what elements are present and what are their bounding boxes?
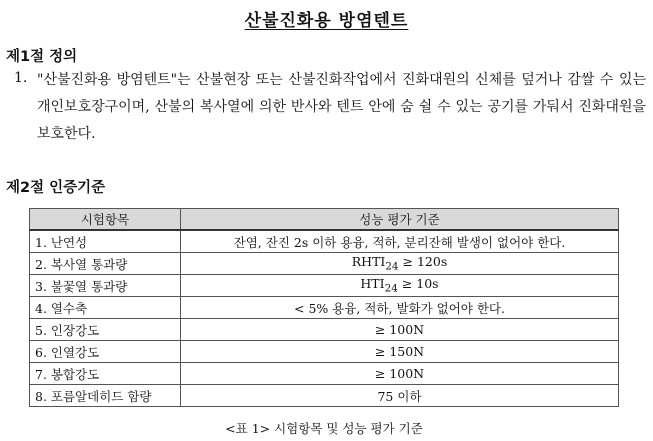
criterion-cell <box>181 253 619 275</box>
table-row <box>30 385 619 407</box>
table-row <box>30 275 619 297</box>
criterion-cell: < 5% 용융, 적하, 발화가 없어야 한다. <box>181 297 619 319</box>
criterion-rest: ≥ 10s <box>397 276 439 292</box>
section-heading-criteria: 제2절 인증기준 <box>6 180 106 196</box>
test-item-cell: 5. 인장강도 <box>30 319 181 341</box>
test-item-cell: 7. 봉합강도 <box>30 363 181 385</box>
test-item-cell: 2. 복사열 통과량 <box>30 253 181 275</box>
criterion-main: HTI <box>360 276 385 292</box>
criterion-cell: 잔염, 잔진 2s 이하 용융, 적하, 분리잔해 발생이 없어야 한다. <box>181 230 619 253</box>
table-row <box>30 341 619 363</box>
test-item-cell: 8. 포름알데히드 함량 <box>30 385 181 407</box>
criterion-cell <box>181 275 619 297</box>
test-item-cell: 4. 열수축 <box>30 297 181 319</box>
criterion-cell: ≥ 100N <box>181 363 619 385</box>
criterion-subscript: 24 <box>385 260 399 273</box>
test-item-cell: 1. 난연성 <box>30 230 181 253</box>
criterion-main: RHTI <box>351 254 386 270</box>
document-title: 산불진화용 방염텐트 <box>244 11 409 31</box>
criterion-cell: ≥ 150N <box>181 341 619 363</box>
criterion-rest: ≥ 120s <box>398 254 448 270</box>
table-row <box>30 363 619 385</box>
header-performance-criterion: 성능 평가 기준 <box>181 209 619 231</box>
criteria-table <box>29 208 619 407</box>
section-heading-definition: 제1절 정의 <box>6 49 78 65</box>
table-row <box>30 297 619 319</box>
test-item-cell: 6. 인열강도 <box>30 341 181 363</box>
table-row <box>30 253 619 275</box>
criterion-subscript: 24 <box>384 282 398 295</box>
criterion-cell: 75 이하 <box>181 385 619 407</box>
header-test-item: 시험항목 <box>30 209 181 231</box>
table-header-row <box>30 209 619 231</box>
test-item-cell: 3. 불꽃열 통과량 <box>30 275 181 297</box>
table-row <box>30 230 619 253</box>
table-caption: <표 1> 시험항목 및 성능 평가 기준 <box>225 421 423 436</box>
criterion-cell: ≥ 100N <box>181 319 619 341</box>
definition-item-text: "산불진화용 방염텐트"는 산불현장 또는 산불진화작업에서 진화대원의 신체를 덮거나 감쌀 수 있는 개인보호장구이며, 산불의 복사열에 의한 반사와 텐트 안에 숨 쉴 수 있는 공기를 가둬서 진화대원을 보호한다. <box>37 72 646 142</box>
definition-item-number: 1. <box>14 70 28 86</box>
table-row <box>30 319 619 341</box>
